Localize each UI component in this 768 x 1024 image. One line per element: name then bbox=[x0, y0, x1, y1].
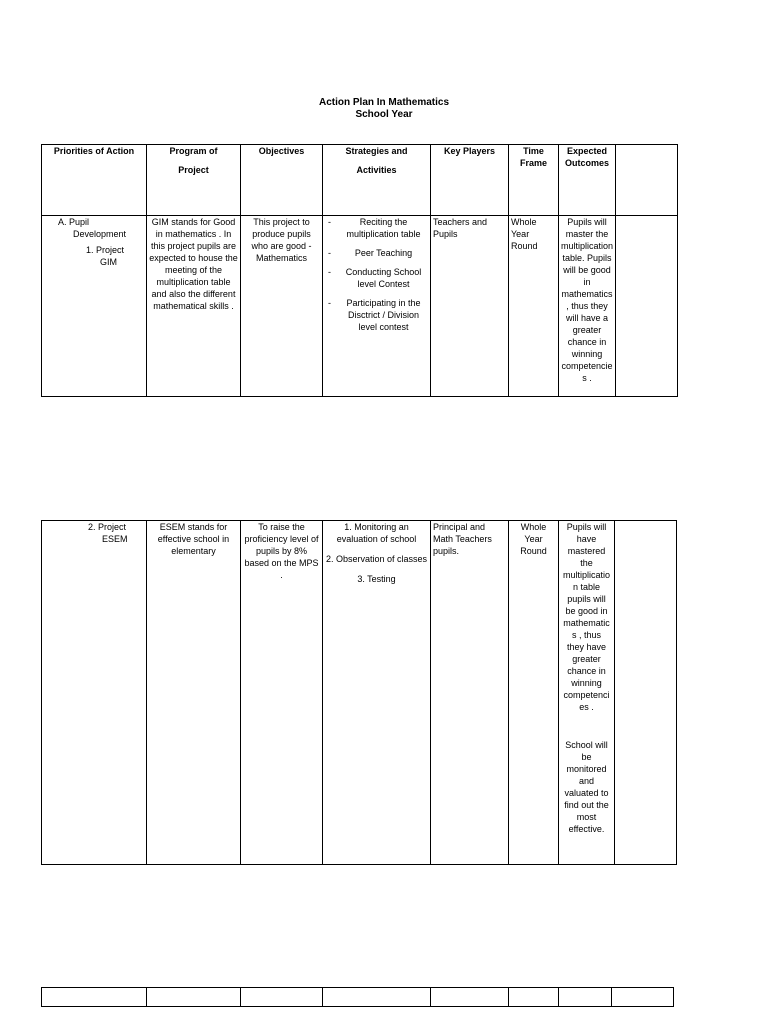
document-title bbox=[0, 97, 768, 121]
cell-time-frame: Whole Year Round bbox=[509, 216, 559, 397]
cell-outcomes: Pupils will master the multiplication table. Pupils will be good in mathematics , thus they will have a greater chance in winning competencie s . bbox=[559, 216, 616, 397]
cell-strategies bbox=[323, 521, 431, 865]
priority-sub: 1. Project bbox=[86, 245, 125, 255]
empty-cell bbox=[612, 988, 674, 1007]
priority-sub-cont: ESEM bbox=[102, 534, 128, 544]
strategy-item: - Peer Teaching bbox=[325, 247, 428, 259]
priority-main-cont: Development bbox=[73, 229, 127, 239]
outcomes-text-2: School will be monitored and valuated to find out the most effective. bbox=[564, 740, 609, 834]
empty-cell bbox=[509, 988, 559, 1007]
strategy-item: 3. Testing bbox=[357, 574, 396, 584]
cell-outcomes bbox=[559, 521, 615, 865]
empty-cell bbox=[241, 988, 323, 1007]
table-row bbox=[42, 988, 674, 1007]
priority-main: A. Pupil bbox=[58, 217, 90, 227]
outcomes-text-1: Pupils will have mastered the multiplicatio n table pupils will be good in mathematic s , thus they have greater chance in winning competenci es . bbox=[563, 522, 611, 712]
header-time-frame: Time Frame bbox=[509, 145, 559, 216]
title-line-2: School Year bbox=[355, 109, 413, 120]
empty-cell bbox=[42, 988, 147, 1007]
cell-key-players: Teachers and Pupils bbox=[431, 216, 509, 397]
cell-objectives: To raise the proficiency level of pupils by 8% based on the MPS . bbox=[241, 521, 323, 865]
strategy-item: - Conducting School level Contest bbox=[325, 266, 428, 290]
cell-priority bbox=[42, 521, 147, 865]
cell-program: ESEM stands for effective school in elementary bbox=[147, 521, 241, 865]
strategy-item: - Participating in the Disctrict / Division level contest bbox=[325, 297, 428, 333]
empty-cell bbox=[559, 988, 612, 1007]
strategy-item: 2. Observation of classes bbox=[325, 554, 428, 564]
cell-program: GIM stands for Good in mathematics . In this project pupils are expected to house the meeting of the multiplication table and also the different mathematical skills . bbox=[147, 216, 241, 397]
strategy-item: - Reciting the multiplication table bbox=[325, 216, 428, 240]
header-expected-outcomes: Expected Outcomes bbox=[559, 145, 616, 216]
header-objectives: Objectives bbox=[241, 145, 323, 216]
table-row bbox=[42, 216, 678, 397]
header-key-players: Key Players bbox=[431, 145, 509, 216]
header-row bbox=[42, 145, 678, 216]
header-blank bbox=[616, 145, 678, 216]
cell-blank bbox=[615, 521, 677, 865]
empty-cell bbox=[323, 988, 431, 1007]
cell-objectives: This project to produce pupils who are good - Mathematics bbox=[241, 216, 323, 397]
cell-priority bbox=[42, 216, 147, 397]
header-priorities: Priorities of Action bbox=[42, 145, 147, 216]
strategy-item: 1. Monitoring an evaluation of school bbox=[336, 522, 417, 544]
empty-cell bbox=[431, 988, 509, 1007]
table-row bbox=[42, 521, 677, 865]
cell-time-frame: Whole Year Round bbox=[509, 521, 559, 865]
title-line-1: Action Plan In Mathematics bbox=[318, 97, 450, 108]
action-plan-table-3 bbox=[41, 987, 674, 1007]
cell-blank bbox=[616, 216, 678, 397]
cell-key-players: Principal and Math Teachers pupils. bbox=[431, 521, 509, 865]
empty-cell bbox=[147, 988, 241, 1007]
header-program: Program of Project bbox=[147, 145, 241, 216]
priority-sub: 2. Project bbox=[88, 522, 127, 532]
priority-sub-cont: GIM bbox=[100, 257, 117, 267]
header-strategies: Strategies and Activities bbox=[323, 145, 431, 216]
cell-strategies bbox=[323, 216, 431, 397]
action-plan-table-2 bbox=[41, 520, 677, 865]
action-plan-table-1 bbox=[41, 144, 678, 397]
